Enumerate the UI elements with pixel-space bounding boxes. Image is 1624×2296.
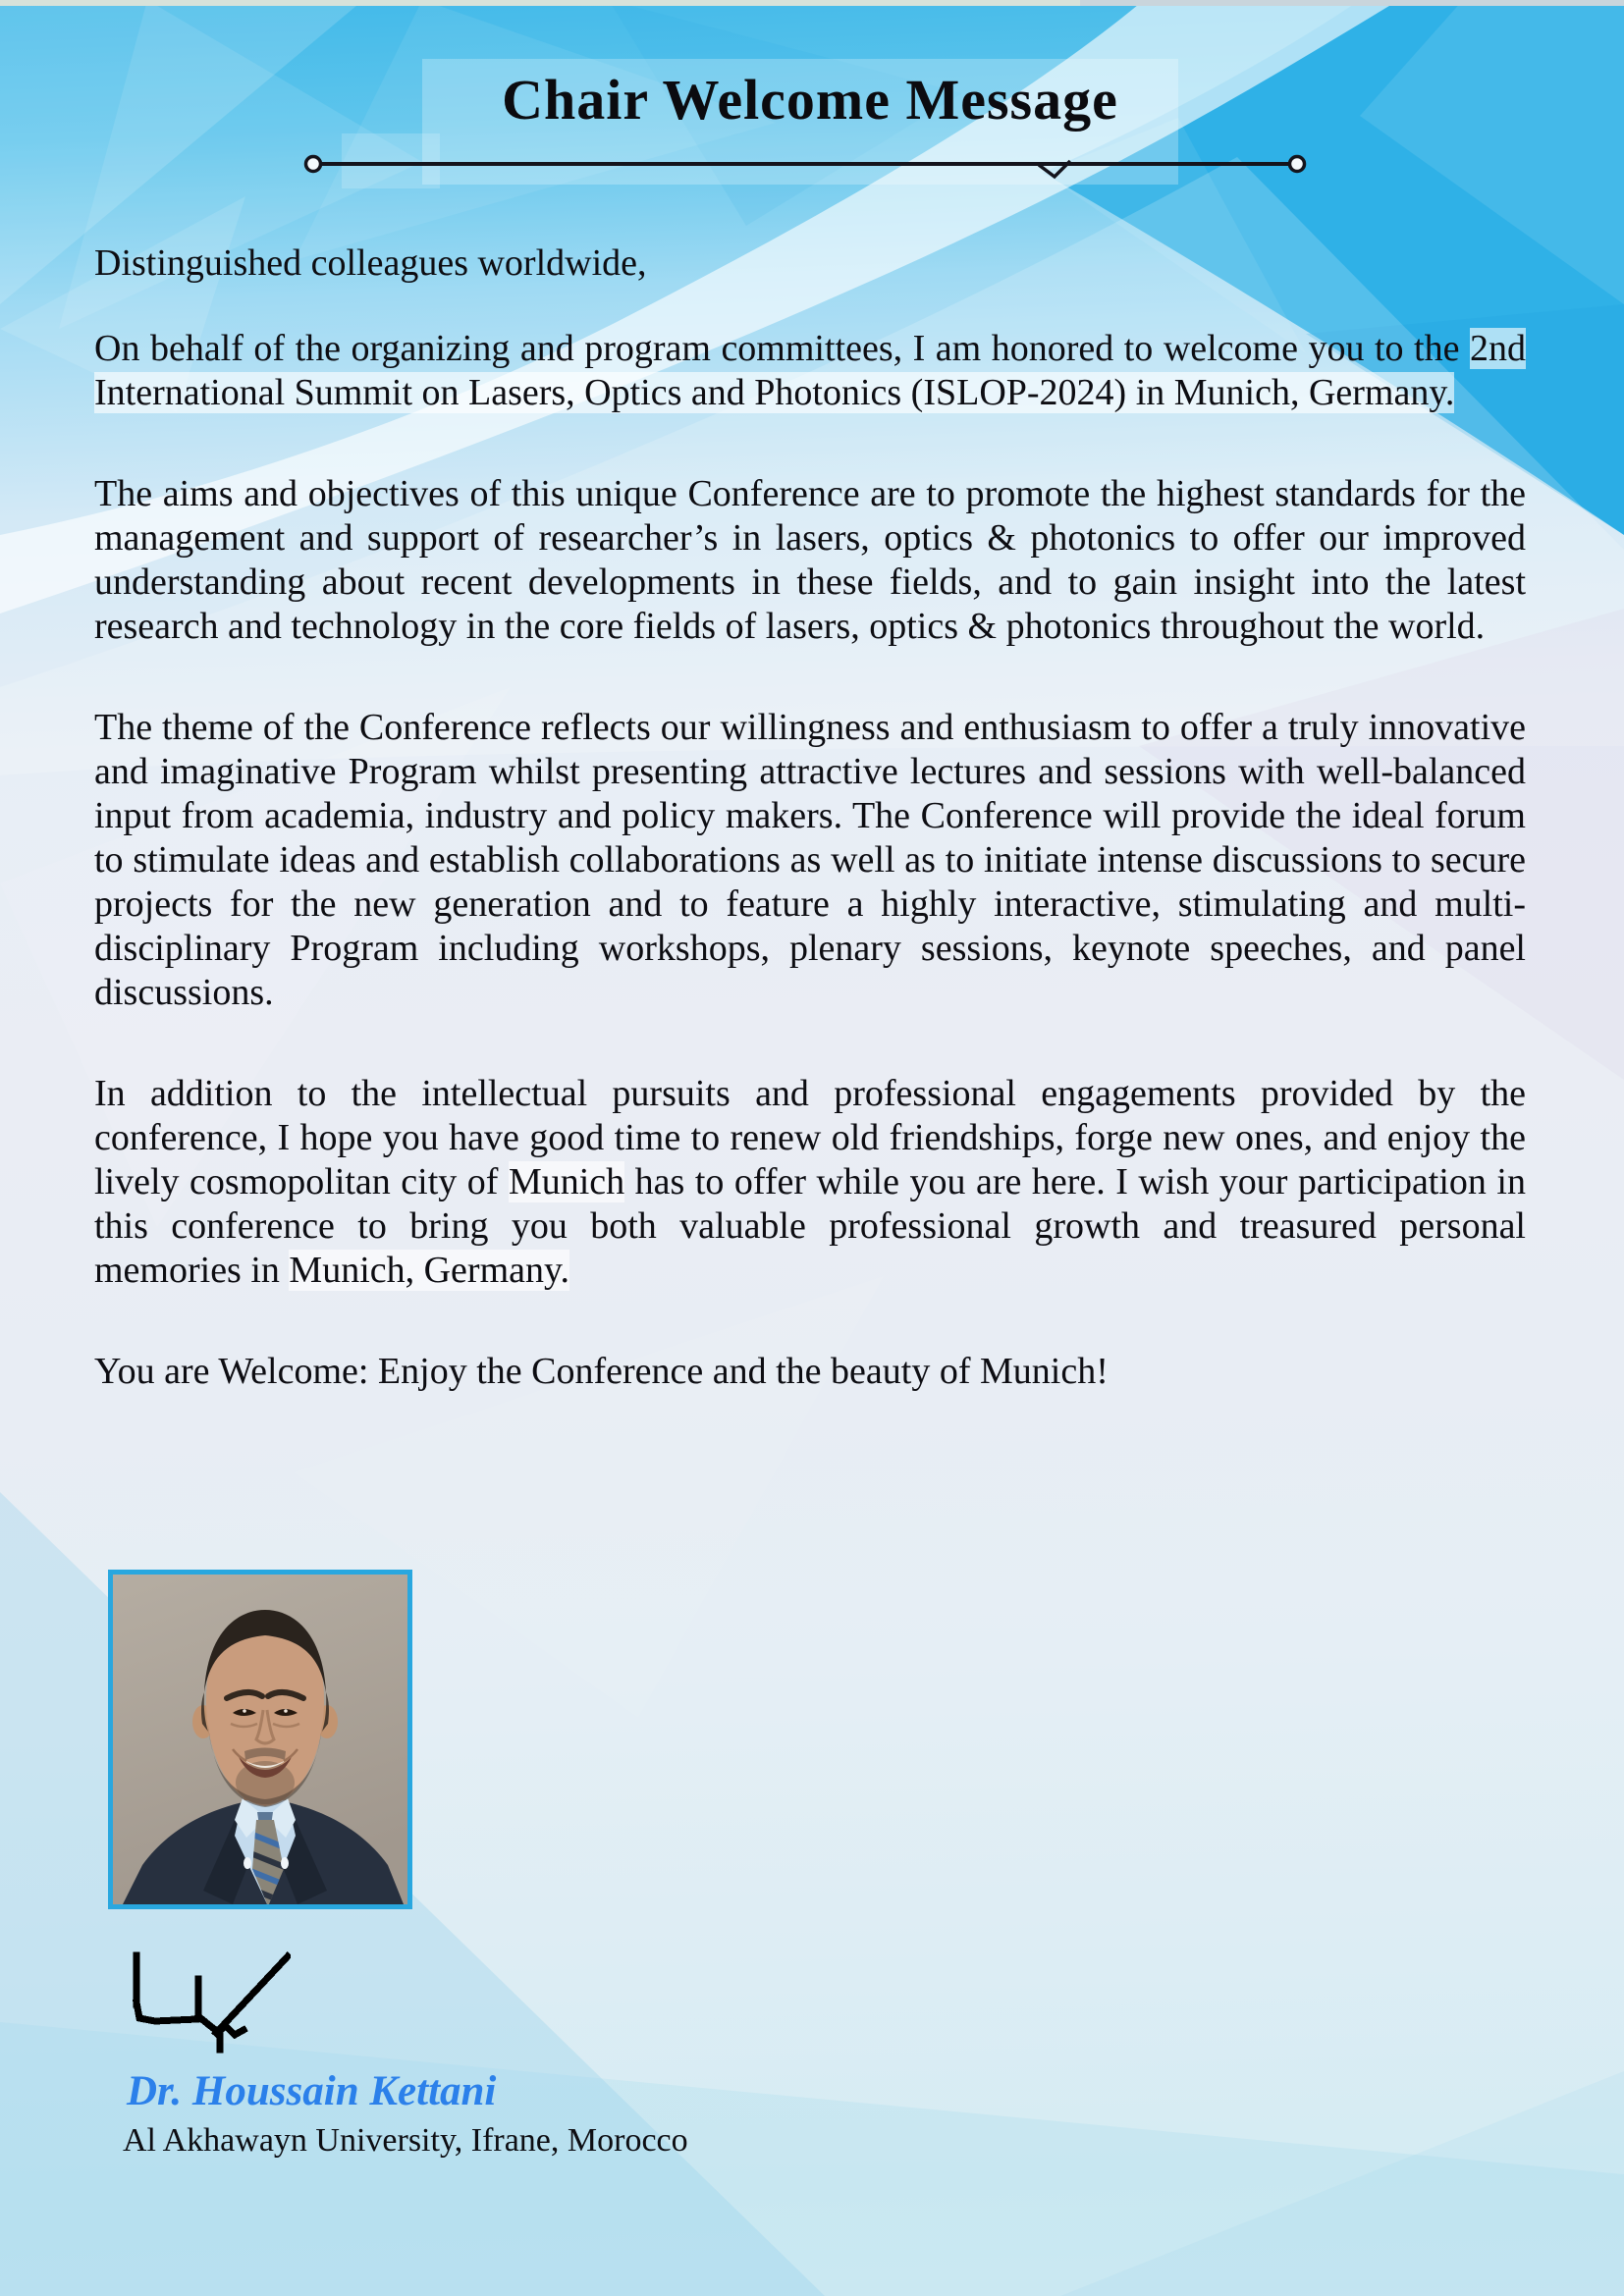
paragraph-text: The theme of the Conference reflects our willingness and enthusiasm to offer a truly innovative and imaginative Program whilst presenting attractive lectures and sessions with well-balanced input from academia, industry and policy makers. The Conference will provide the ideal forum to stimulate ideas and establish collaborations as well as to initiate intense discussions to secure projects for the new generation and to feature a highly interactive, stimulating and multi-disciplinary Program including workshops, plenary sessions, keynote speeches, and panel discussions. <box>94 707 1526 1013</box>
letter-paragraph <box>94 327 1526 415</box>
paragraph-text: has to offer while you are here. I wish your participation in this conference to bring you both valuable professional growth and treasured personal memories in <box>94 1161 1526 1291</box>
closing-line: You are Welcome: Enjoy the Conference and the beauty of Munich! <box>94 1351 1109 1392</box>
letter-paragraph <box>94 1072 1526 1293</box>
paragraph-text: In addition to the intellectual pursuits and professional engagements provided by the conference, I hope you have good time to renew old friendships, forge new ones, and enjoy the lively cosmopolitan city of <box>94 1073 1526 1202</box>
divider-right-ring-icon <box>1290 157 1305 172</box>
welcome-letter <box>94 241 1526 1394</box>
salutation: Distinguished colleagues worldwide, <box>94 242 647 284</box>
signatory-name: Dr. Houssain Kettani <box>127 2068 497 2114</box>
paragraph-text: On behalf of the organizing and program committees, I am honored to welcome you to the <box>94 328 1470 369</box>
signature <box>114 1944 291 2054</box>
letter-paragraph <box>94 472 1526 649</box>
divider-left-ring-icon <box>306 157 321 172</box>
chair-photo <box>108 1570 412 1909</box>
title-divider <box>0 0 1624 216</box>
highlighted-text: Munich, Germany. <box>289 1250 570 1291</box>
paragraph-text: The aims and objectives of this unique Conference are to promote the highest standards for the management and support of researcher’s in lasers, optics & photonics to offer our improved understanding about recent developments in these fields, and to gain insight into the latest research and technology in the core fields of lasers, optics & photonics throughout the world. <box>94 473 1526 647</box>
highlighted-text: 2nd International Summit on Lasers, Optics and Photonics (ISLOP-2024) in Munich, Germany. <box>94 328 1526 413</box>
highlighted-text: Munich <box>508 1161 625 1202</box>
letter-paragraph <box>94 706 1526 1015</box>
signatory-affiliation: Al Akhawayn University, Ifrane, Morocco <box>123 2122 688 2159</box>
letter-paragraphs <box>94 327 1526 1293</box>
page-title: Chair Welcome Message <box>502 68 1118 132</box>
chair-portrait-illustration <box>113 1575 407 1904</box>
